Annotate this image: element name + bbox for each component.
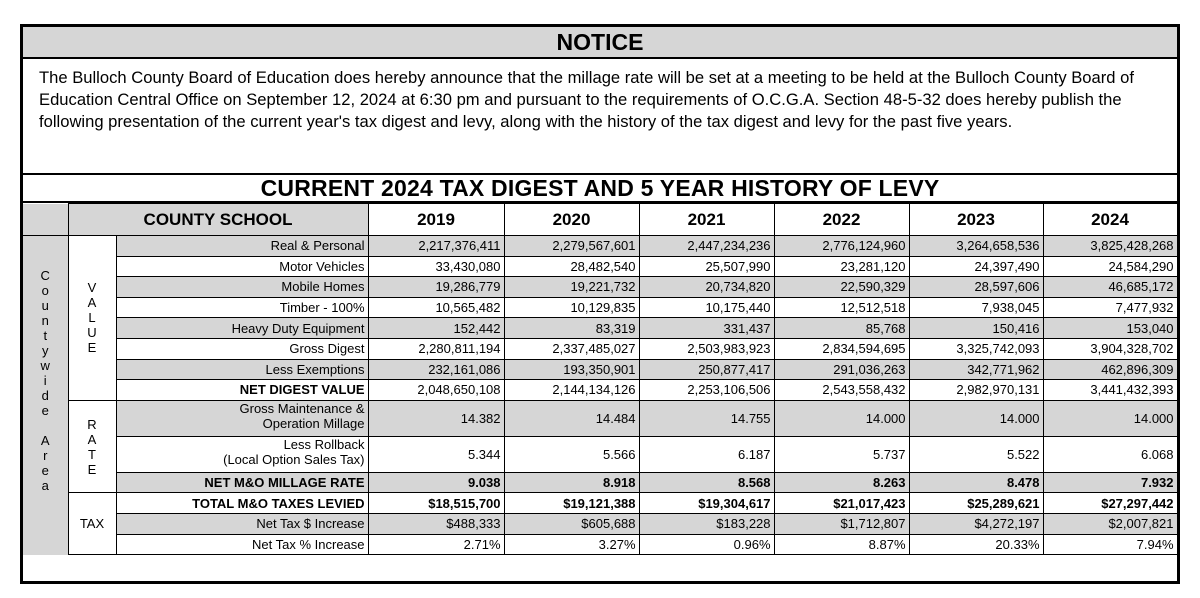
cell: $488,333 — [368, 513, 504, 534]
table-row — [23, 297, 1177, 318]
tax-group-label: TAX — [68, 493, 116, 555]
row-label: NET M&O MILLAGE RATE — [116, 472, 368, 493]
cell: 5.566 — [504, 436, 639, 472]
cell: 25,507,990 — [639, 256, 774, 277]
header-corner — [23, 204, 68, 236]
row-label: Motor Vehicles — [116, 256, 368, 277]
cell: 7.932 — [1043, 472, 1177, 493]
row-label: Less Rollback (Local Option Sales Tax) — [116, 436, 368, 472]
header-year: 2022 — [774, 204, 909, 236]
table-row — [23, 493, 1177, 514]
cell: 14.000 — [774, 400, 909, 436]
cell: 24,584,290 — [1043, 256, 1177, 277]
cell: 28,482,540 — [504, 256, 639, 277]
cell: 10,565,482 — [368, 297, 504, 318]
cell: 12,512,518 — [774, 297, 909, 318]
table-row — [23, 400, 1177, 436]
cell: 8.87% — [774, 534, 909, 555]
cell: 2,834,594,695 — [774, 338, 909, 359]
cell: 19,286,779 — [368, 277, 504, 298]
cell: 331,437 — [639, 318, 774, 339]
header-year: 2021 — [639, 204, 774, 236]
row-label: Mobile Homes — [116, 277, 368, 298]
cell: 5.522 — [909, 436, 1043, 472]
cell: 8.478 — [909, 472, 1043, 493]
table-row — [23, 338, 1177, 359]
cell: 7,477,932 — [1043, 297, 1177, 318]
table-row — [23, 436, 1177, 472]
row-label: Net Tax $ Increase — [116, 513, 368, 534]
cell: 8.568 — [639, 472, 774, 493]
cell: 5.737 — [774, 436, 909, 472]
cell: 8.918 — [504, 472, 639, 493]
header-year: 2019 — [368, 204, 504, 236]
cell: 10,175,440 — [639, 297, 774, 318]
table-row — [23, 472, 1177, 493]
cell: 14.755 — [639, 400, 774, 436]
row-label: Gross Maintenance & Operation Millage — [116, 400, 368, 436]
cell: 9.038 — [368, 472, 504, 493]
cell: 2,776,124,960 — [774, 236, 909, 257]
cell: $19,121,388 — [504, 493, 639, 514]
value-group-label: V A L U E — [68, 236, 116, 401]
cell: 3,264,658,536 — [909, 236, 1043, 257]
cell: 14.484 — [504, 400, 639, 436]
cell: 19,221,732 — [504, 277, 639, 298]
cell: 14.382 — [368, 400, 504, 436]
cell: 342,771,962 — [909, 359, 1043, 380]
cell: 10,129,835 — [504, 297, 639, 318]
table-row — [23, 534, 1177, 555]
cell: 2.71% — [368, 534, 504, 555]
cell: 250,877,417 — [639, 359, 774, 380]
cell: $605,688 — [504, 513, 639, 534]
cell: 2,280,811,194 — [368, 338, 504, 359]
table-row — [23, 380, 1177, 401]
cell: 3,904,328,702 — [1043, 338, 1177, 359]
cell: 6.068 — [1043, 436, 1177, 472]
row-label: Timber - 100% — [116, 297, 368, 318]
table-title: CURRENT 2024 TAX DIGEST AND 5 YEAR HISTORY OF LEVY — [23, 175, 1177, 203]
notice-title: NOTICE — [23, 27, 1177, 59]
row-label: Gross Digest — [116, 338, 368, 359]
cell: 0.96% — [639, 534, 774, 555]
cell: 291,036,263 — [774, 359, 909, 380]
header-year: 2023 — [909, 204, 1043, 236]
cell: 3,825,428,268 — [1043, 236, 1177, 257]
cell: 2,503,983,923 — [639, 338, 774, 359]
cell: 22,590,329 — [774, 277, 909, 298]
header-year: 2024 — [1043, 204, 1177, 236]
cell: 7,938,045 — [909, 297, 1043, 318]
cell: 20.33% — [909, 534, 1043, 555]
notice-document — [20, 24, 1180, 584]
row-label: TOTAL M&O TAXES LEVIED — [116, 493, 368, 514]
cell: 232,161,086 — [368, 359, 504, 380]
cell: 23,281,120 — [774, 256, 909, 277]
header-county-school: COUNTY SCHOOL — [68, 204, 368, 236]
cell: $27,297,442 — [1043, 493, 1177, 514]
cell: 14.000 — [909, 400, 1043, 436]
cell: 24,397,490 — [909, 256, 1043, 277]
cell: 153,040 — [1043, 318, 1177, 339]
table-row — [23, 359, 1177, 380]
cell: 150,416 — [909, 318, 1043, 339]
cell: 8.263 — [774, 472, 909, 493]
cell: $25,289,621 — [909, 493, 1043, 514]
cell: $1,712,807 — [774, 513, 909, 534]
row-label: NET DIGEST VALUE — [116, 380, 368, 401]
cell: $21,017,423 — [774, 493, 909, 514]
cell: 83,319 — [504, 318, 639, 339]
cell: $19,304,617 — [639, 493, 774, 514]
cell: 2,543,558,432 — [774, 380, 909, 401]
row-label: Less Exemptions — [116, 359, 368, 380]
cell: 462,896,309 — [1043, 359, 1177, 380]
cell: 2,217,376,411 — [368, 236, 504, 257]
cell: 14.000 — [1043, 400, 1177, 436]
cell: $183,228 — [639, 513, 774, 534]
header-year: 2020 — [504, 204, 639, 236]
cell: 33,430,080 — [368, 256, 504, 277]
row-label: Net Tax % Increase — [116, 534, 368, 555]
rate-group-label: R A T E — [68, 400, 116, 493]
cell: 20,734,820 — [639, 277, 774, 298]
cell: $18,515,700 — [368, 493, 504, 514]
tax-digest-table — [23, 203, 1178, 555]
cell: 46,685,172 — [1043, 277, 1177, 298]
table-row — [23, 236, 1177, 257]
row-label: Real & Personal — [116, 236, 368, 257]
cell: 152,442 — [368, 318, 504, 339]
row-label: Heavy Duty Equipment — [116, 318, 368, 339]
cell: 2,982,970,131 — [909, 380, 1043, 401]
table-row — [23, 513, 1177, 534]
cell: 6.187 — [639, 436, 774, 472]
cell: 3.27% — [504, 534, 639, 555]
header-row — [23, 204, 1177, 236]
table-row — [23, 277, 1177, 298]
cell: 5.344 — [368, 436, 504, 472]
cell: 3,441,432,393 — [1043, 380, 1177, 401]
cell: 28,597,606 — [909, 277, 1043, 298]
cell: 7.94% — [1043, 534, 1177, 555]
cell: $2,007,821 — [1043, 513, 1177, 534]
cell: 2,253,106,506 — [639, 380, 774, 401]
table-row — [23, 256, 1177, 277]
cell: 85,768 — [774, 318, 909, 339]
cell: 2,447,234,236 — [639, 236, 774, 257]
cell: 2,337,485,027 — [504, 338, 639, 359]
cell: 2,144,134,126 — [504, 380, 639, 401]
cell: 2,279,567,601 — [504, 236, 639, 257]
cell: 193,350,901 — [504, 359, 639, 380]
cell: $4,272,197 — [909, 513, 1043, 534]
table-row — [23, 318, 1177, 339]
cell: 3,325,742,093 — [909, 338, 1043, 359]
cell: 2,048,650,108 — [368, 380, 504, 401]
countywide-area-label: C o u n t y w i d e A r e a — [23, 236, 68, 555]
announcement-text: The Bulloch County Board of Education does hereby announce that the millage rate will be set at a meeting to be held at the Bulloch County Board of Education Central Office on September 12, 2024 at 6:30 pm and pursuant to the requirements of O.C.G.A. Section 48-5-32 does hereby publish the following presentation of the current year's tax digest and levy, along with the history of the tax digest and levy for the past five years. — [23, 59, 1177, 175]
